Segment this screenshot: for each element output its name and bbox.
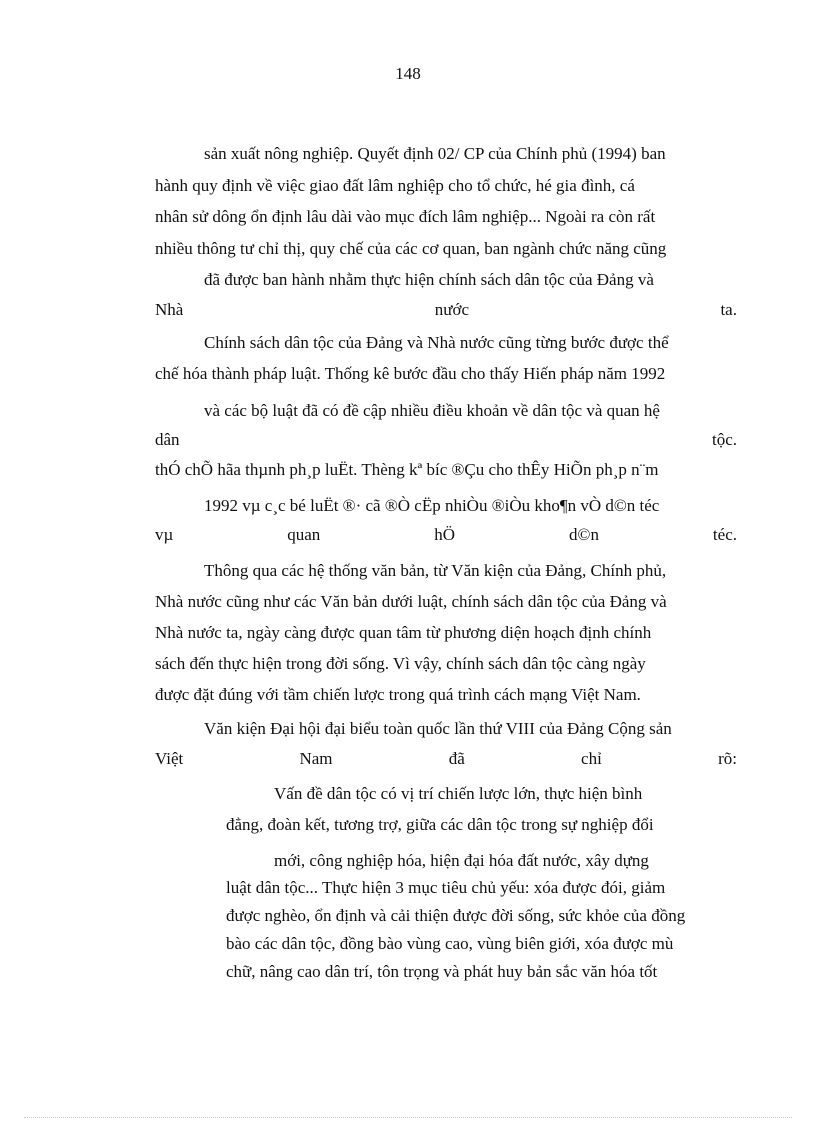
- text-line: Nhà nước cũng như các Văn bản dưới luật, chính sách dân tộc của Đảng và: [155, 592, 667, 611]
- text-line: nhiều thông tư chỉ thị, quy chế của các cơ quan, ban ngành chức năng cũng: [155, 239, 667, 258]
- text-line: Thông qua các hệ thống văn bản, từ Văn kiện của Đảng, Chính phủ,: [204, 561, 667, 580]
- spread-word: tộc.: [711, 430, 737, 449]
- text-line: nhân sử dông ổn định lâu dài vào mục đích lâm nghiệp... Ngoài ra còn rất: [155, 207, 656, 226]
- quote-line: được nghèo, ổn định và cải thiện được đời sống, sức khỏe của đồng: [226, 906, 686, 925]
- text-line: sách đến thực hiện trong đời sống. Vì vậy, chính sách dân tộc càng ngày: [155, 654, 646, 673]
- spread-word: d©n: [569, 525, 599, 544]
- text-line: thÓ chÕ hãa thµnh ph¸p luËt. Thèng kª bíc ®Çu cho thÊy HiÕn ph¸p n¨m: [155, 460, 659, 479]
- spread-word: chỉ: [581, 749, 602, 768]
- text-line: sản xuất nông nghiệp. Quyết định 02/ CP của Chính phủ (1994) ban: [204, 144, 666, 163]
- text-line: 1992 vµ c¸c bé luËt ®· cã ®Ò cËp nhiÒu ®iÒu kho¶n vÒ d©n téc: [204, 496, 660, 515]
- spread-word: Nhà: [155, 300, 184, 319]
- spread-word: Nam: [299, 749, 333, 768]
- spread-word: vµ: [155, 525, 174, 544]
- page-number: 148: [395, 64, 421, 83]
- text-line: Nhà nước ta, ngày càng được quan tâm từ phương diện hoạch định chính: [155, 623, 652, 642]
- text-line: Văn kiện Đại hội đại biểu toàn quốc lần thứ VIII của Đảng Cộng sản: [204, 719, 672, 738]
- spread-line: [155, 428, 737, 452]
- quote-line: đẳng, đoàn kết, tương trợ, giữa các dân tộc trong sự nghiệp đổi: [226, 815, 654, 834]
- spread-word: nước: [434, 300, 470, 319]
- quote-line: luật dân tộc... Thực hiện 3 mục tiêu chủ yếu: xóa được đói, giảm: [226, 878, 666, 897]
- quote-line: bào các dân tộc, đồng bào vùng cao, vùng biên giới, xóa được mù: [226, 934, 674, 953]
- spread-word: hÖ: [434, 525, 456, 544]
- text-line: đã được ban hành nhằm thực hiện chính sách dân tộc của Đảng và: [204, 270, 654, 289]
- spread-word: đã: [448, 749, 465, 768]
- text-line: Chính sách dân tộc của Đảng và Nhà nước cũng từng bước được thể: [204, 333, 669, 352]
- quote-line: mới, công nghiệp hóa, hiện đại hóa đất nước, xây dựng: [274, 851, 649, 870]
- text-line: được đặt đúng với tầm chiến lược trong quá trình cách mạng Việt Nam.: [155, 685, 641, 704]
- spread-line: [155, 523, 737, 547]
- spread-word: ta.: [720, 300, 737, 319]
- spread-line: [155, 298, 737, 322]
- quote-line: Vấn đề dân tộc có vị trí chiến lược lớn, thực hiện bình: [274, 784, 643, 803]
- spread-word: quan: [287, 525, 321, 544]
- spread-word: rõ:: [718, 749, 737, 768]
- text-line: chế hóa thành pháp luật. Thống kê bước đầu cho thấy Hiến pháp năm 1992: [155, 364, 666, 383]
- spread-word: dân: [155, 430, 180, 449]
- text-line: và các bộ luật đã có đề cập nhiều điều khoản về dân tộc và quan hệ: [204, 401, 660, 420]
- text-line: hành quy định về việc giao đất lâm nghiệp cho tổ chức, hé gia đình, cá: [155, 176, 635, 195]
- spread-line: [155, 747, 737, 771]
- quote-line: chữ, nâng cao dân trí, tôn trọng và phát huy bản sắc văn hóa tốt: [226, 962, 658, 981]
- spread-word: Việt: [155, 749, 184, 768]
- spread-word: téc.: [712, 525, 737, 544]
- page-bottom-rule: [24, 1117, 792, 1118]
